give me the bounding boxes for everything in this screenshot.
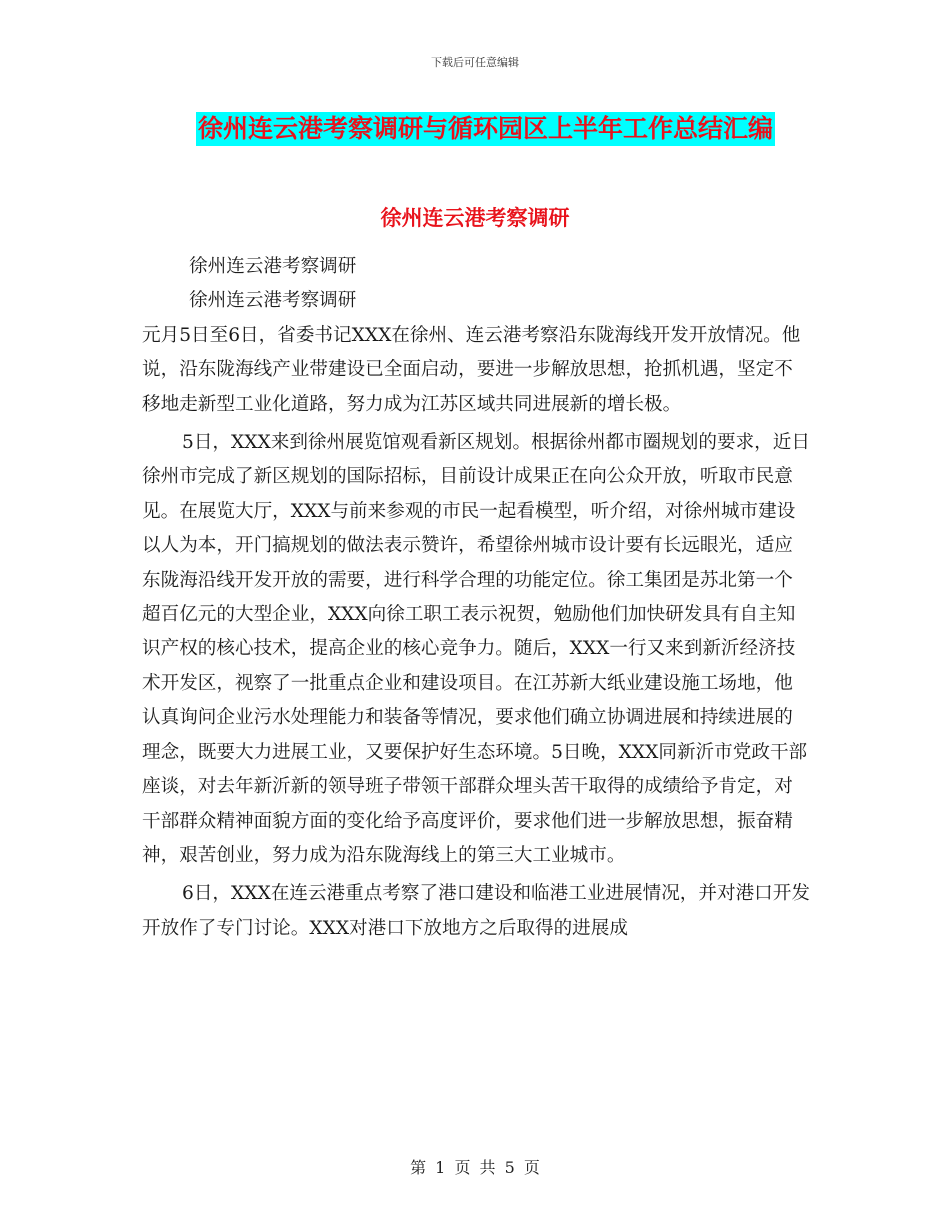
subheading: 徐州连云港考察调研 <box>189 290 357 312</box>
page-number-footer: 第 1 页 共 5 页 <box>410 1158 540 1177</box>
document-body <box>142 250 810 946</box>
body-paragraph: 元月5日至6日，省委书记XXX在徐州、连云港考察沿东陇海线开发开放情况。他说，沿东陇海线产业带建设已全面启动，要进一步解放思想，抢抓机遇，坚定不移地走新型工业化道路，努力成为江苏区域共同进展新的增长极。 <box>142 324 801 415</box>
subheading: 徐州连云港考察调研 <box>189 256 357 277</box>
document-title: 徐州连云港考察调研与循环园区上半年工作总结汇编 <box>196 112 775 146</box>
body-paragraph: 6日，XXX在连云港重点考察了港口建设和临港工业进展情况，并对港口开发开放作了专门讨论。XXX对港口下放地方之后取得的进展成 <box>142 883 810 939</box>
section-title: 徐州连云港考察调研 <box>380 206 570 230</box>
page-header-note: 下载后可任意编辑 <box>431 56 519 69</box>
body-paragraph: 5日，XXX来到徐州展览馆观看新区规划。根据徐州都市圈规划的要求，近日徐州市完成了新区规划的国际招标，目前设计成果正在向公众开放，听取市民意见。在展览大厅，XXX与前来参观的市民一起看模型，听介绍，对徐州城市建设以人为本，开门搞规划的做法表示赞许，希望徐州城市设计要有长远眼光，适应东陇海沿线开发开放的需要，进行科学合理的功能定位。徐工集团是苏北第一个超百亿元的大型企业，XXX向徐工职工表示祝贺，勉励他们加快研发具有自主知识产权的核心技术，提高企业的核心竞争力。随后，XXX一行又来到新沂经济技术开发区，视察了一批重点企业和建设项目。在江苏新大纸业建设施工场地，他认真询问企业污水处理能力和装备等情况，要求他们确立协调进展和持续进展的理念，既要大力进展工业，又要保护好生态环境。5日晚，XXX同新沂市党政干部座谈，对去年新沂新的领导班子带领干部群众埋头苦干取得的成绩给予肯定，对干部群众精神面貌方面的变化给予高度评价，要求他们进一步解放思想，振奋精神，艰苦创业，努力成为沿东陇海线上的第三大工业城市。 <box>142 432 810 866</box>
